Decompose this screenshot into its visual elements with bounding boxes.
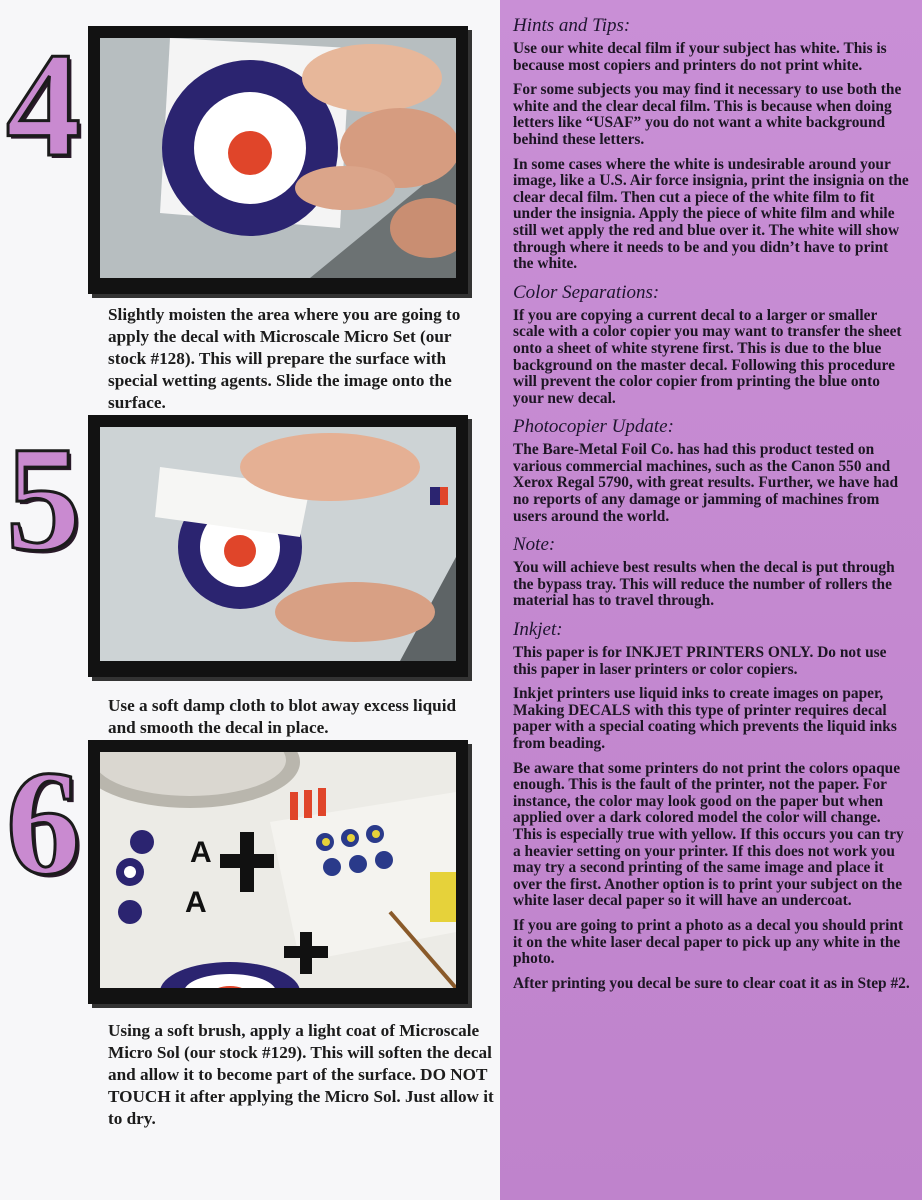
step-4-photo: [88, 26, 468, 294]
step-5-photo: [88, 415, 468, 677]
section-title-note: Note:: [513, 534, 556, 556]
inkjet-paragraph: If you are going to print a photo as a decal you should print it on the white laser decal paper to pick up any white in the photo.: [513, 916, 904, 968]
note-paragraph: You will achieve best results when the decal is put through the bypass tray. This will reduce the number of rollers the material has to travel through.: [513, 559, 895, 610]
photocopier-update-paragraph: The Bare-Metal Foil Co. has had this product tested on various commercial machines, such as the Canon 550 and Xerox Regal 5790, with great results. Further, we have had no reports of any damage or jamming of machines from users around the world.: [513, 441, 899, 525]
hints-paragraph: In some cases where the white is undesirable around your image, like a U.S. Air force insignia, print the insignia on the clear decal film. Then cut a piece of the white film to fit under the insignia. Apply the piece of white film and while still wet apply the red and blue over it. The white will show through where it needs to be and you didn’t have to print the white.: [513, 155, 909, 273]
step-4-instructions: Slightly moisten the area where you are going to apply the decal with Microscale Micro Set (our stock #128). This will prepare the surface with special wetting agents. Slide the image onto the surface.: [108, 305, 461, 412]
section-title-inkjet: Inkjet:: [513, 619, 563, 641]
step-number-4: 4: [6, 22, 81, 188]
inkjet-paragraph: This paper is for INKJET PRINTERS ONLY. Do not use this paper in laser printers or color copiers.: [513, 644, 887, 678]
step-6-instructions: Using a soft brush, apply a light coat of Microscale Micro Sol (our stock #129). This will soften the decal and allow it to become part of the surface. DO NOT TOUCH it after applying the Micro Sol. Just allow it to dry.: [108, 1021, 494, 1128]
inkjet-paragraph: Inkjet printers use liquid inks to create images on paper, Making DECALS with this type of printer requires decal paper with a special coating which prevents the liquid inks from beading.: [513, 685, 897, 752]
step-6-photo: [88, 740, 468, 1004]
section-title-hints: Hints and Tips:: [513, 15, 631, 36]
section-title-photocopier-update: Photocopier Update:: [513, 416, 674, 438]
step-5-instructions: Use a soft damp cloth to blot away excess liquid and smooth the decal in place.: [108, 696, 457, 737]
decal-sliding-image: [100, 38, 456, 278]
inkjet-paragraph: Be aware that some printers do not print the colors opaque enough. This is the fault of the printer, not the paper. For instance, the color may look good on the paper but when applied over a dark colored model the color will change. This is especially true with yellow. If this occurs you can try a heavier setting on your printer. If this does not work you may try a second printing of the same image and place it over the first. Another option is to print your subject on the white laser decal paper so it will have an undercoat.: [513, 759, 904, 910]
step-number-6: 6: [6, 740, 81, 906]
decal-sheet-image: [100, 752, 456, 988]
step-number-5: 5: [6, 416, 81, 582]
blotting-decal-image: [100, 427, 456, 661]
color-separations-paragraph: If you are copying a current decal to a larger or smaller scale with a color copier you may want to transfer the sheet onto a sheet of white styrene first. This is due to the blue background on the master decal. Following this procedure will prevent the color copier from printing the blue onto your new decal.: [513, 306, 902, 407]
hints-paragraph: Use our white decal film if your subject has white. This is because most copiers and printers do not print white.: [513, 40, 887, 74]
section-title-color-separations: Color Separations:: [513, 281, 660, 303]
inkjet-paragraph: After printing you decal be sure to clear coat it as in Step #2.: [513, 974, 910, 992]
hints-paragraph: For some subjects you may find it necessary to use both the white and the clear decal film. This is because when doing letters like “USAF” you do not want a white background behind these letters.: [513, 81, 902, 148]
tips-sidebar: [500, 0, 922, 1200]
svg-text:A: A: [185, 886, 207, 919]
svg-text:A: A: [190, 836, 212, 869]
